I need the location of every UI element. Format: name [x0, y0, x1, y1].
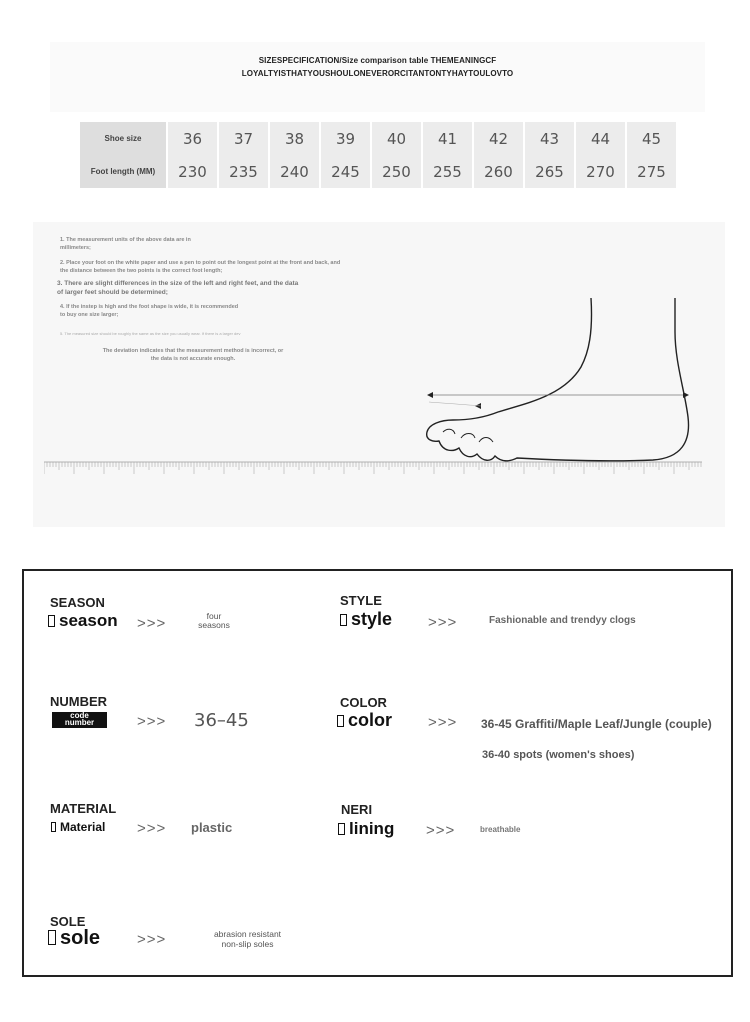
shoe-size-cell: 37: [219, 122, 268, 155]
lining-heading: NERI: [341, 802, 373, 817]
season-label-text: season: [59, 611, 118, 630]
color-value-1: 36-45 Graffiti/Maple Leaf/Jungle (couple): [481, 717, 712, 731]
shoe-size-cell: 44: [576, 122, 625, 155]
shoe-size-cell: 43: [525, 122, 574, 155]
material-label-text: Material: [60, 820, 106, 834]
sole-value: [200, 929, 295, 949]
note-5: 5. The measured size should be roughly the same as the size you usually wear. If there is a larger dev: [60, 331, 241, 336]
style-label: [340, 609, 392, 630]
sole-value-line-1: abrasion resistant: [213, 929, 282, 939]
style-value: Fashionable and trendyy clogs: [489, 615, 636, 626]
note-1-line-1: 1. The measurement units of the above data are in: [60, 237, 191, 243]
note-6: [83, 347, 303, 363]
note-4-line-2: to buy one size larger;: [60, 312, 119, 318]
note-3-line-2: of larger feet should be determined;: [57, 289, 168, 296]
note-3: [57, 279, 298, 297]
shoe-size-cell: 36: [168, 122, 217, 155]
foot-length-cell: 260: [474, 155, 523, 188]
number-label-line-2: number: [64, 718, 95, 727]
shoe-size-cell: 38: [270, 122, 319, 155]
shoe-size-cell: 40: [372, 122, 421, 155]
season-value-line-2: seasons: [198, 620, 230, 630]
measuring-ruler: [44, 460, 702, 474]
shoe-size-cell: 45: [627, 122, 676, 155]
missing-glyph-icon: [51, 822, 56, 832]
shoe-size-row: [80, 122, 676, 155]
product-spec-box: [22, 569, 733, 977]
color-heading: COLOR: [340, 695, 387, 710]
foot-length-cell: 275: [627, 155, 676, 188]
note-6-line-1: The deviation indicates that the measurement method is incorrect, or: [102, 348, 284, 354]
arrow-right-head: [683, 392, 689, 398]
sole-arrow: >>>: [137, 931, 167, 948]
shoe-size-label: Shoe size: [80, 122, 166, 155]
note-1: [60, 236, 191, 252]
season-label: [48, 611, 118, 631]
measurement-panel: [33, 222, 725, 527]
material-value: plastic: [191, 820, 233, 835]
foot-length-cell: 265: [525, 155, 574, 188]
note-6-line-2: the data is not accurate enough.: [150, 356, 236, 362]
season-arrow: >>>: [137, 615, 167, 632]
season-value-line-1: four: [206, 611, 222, 621]
sole-label-text: sole: [60, 927, 101, 949]
season-value: [194, 612, 234, 630]
note-4: [60, 303, 238, 319]
material-heading: MATERIAL: [50, 801, 117, 816]
foot-length-cell: 230: [168, 155, 217, 188]
foot-outline-illustration: [413, 292, 703, 467]
shoe-size-cell: 41: [423, 122, 472, 155]
sole-heading: SOLE: [50, 914, 86, 929]
foot-outline-path: [427, 298, 689, 461]
missing-glyph-icon: [340, 614, 347, 626]
style-label-text: style: [351, 609, 393, 629]
lining-label-text: lining: [349, 819, 395, 838]
size-chart-header: [50, 42, 705, 112]
foot-length-cell: 235: [219, 155, 268, 188]
number-arrow: >>>: [137, 713, 167, 730]
material-arrow: >>>: [137, 820, 167, 837]
lining-arrow: >>>: [426, 822, 456, 839]
color-value-2: 36-40 spots (women's shoes): [482, 749, 635, 761]
missing-glyph-icon: [48, 930, 56, 945]
number-label-line-1: code: [70, 711, 89, 720]
note-4-line-1: 4. If the instep is high and the foot shape is wide, it is recommended: [60, 304, 239, 310]
missing-glyph-icon: [48, 615, 55, 627]
toe-guide-line: [429, 402, 481, 406]
sole-label: [48, 927, 100, 950]
missing-glyph-icon: [338, 823, 345, 835]
note-2-line-2: the distance between the two points is the correct foot length;: [60, 268, 223, 274]
note-2-line-1: 2. Place your foot on the white paper and use a pen to point out the longest point at the front and back, and: [60, 260, 341, 266]
style-heading: STYLE: [340, 593, 382, 608]
material-label: [51, 820, 105, 834]
header-line-1: SIZESPECIFICATION/Size comparison table THEMEANINGCF: [258, 56, 497, 65]
shoe-size-cell: 39: [321, 122, 370, 155]
color-label-text: color: [348, 710, 393, 730]
sole-value-line-2: non-slip soles: [221, 939, 274, 949]
note-1-line-2: millimeters;: [60, 245, 91, 251]
foot-length-cell: 270: [576, 155, 625, 188]
season-heading: SEASON: [50, 595, 105, 610]
number-heading: NUMBER: [50, 694, 108, 709]
foot-length-cell: 250: [372, 155, 421, 188]
foot-length-row: [80, 155, 676, 188]
style-arrow: >>>: [428, 614, 458, 631]
size-comparison-table: [78, 122, 678, 188]
lining-label: [338, 819, 394, 839]
arrow-left-head: [427, 392, 433, 398]
color-arrow: >>>: [428, 714, 458, 731]
lining-value: breathable: [480, 825, 521, 834]
foot-length-label: Foot length (MM): [80, 155, 166, 188]
number-label-badge: [52, 712, 107, 728]
header-line-2: LOYALTYISTHATYOUSHOULONEVERORCITANTONTYHAYTOULOVTO: [241, 69, 514, 78]
number-value: 36–45: [194, 710, 249, 731]
foot-length-cell: 240: [270, 155, 319, 188]
foot-length-cell: 255: [423, 155, 472, 188]
note-2: [60, 259, 340, 275]
note-3-line-1: 3. There are slight differences in the size of the left and right feet, and the data: [57, 280, 299, 287]
missing-glyph-icon: [337, 715, 344, 727]
toe-lines: [443, 429, 493, 442]
shoe-size-cell: 42: [474, 122, 523, 155]
foot-length-cell: 245: [321, 155, 370, 188]
color-label: [337, 710, 392, 731]
